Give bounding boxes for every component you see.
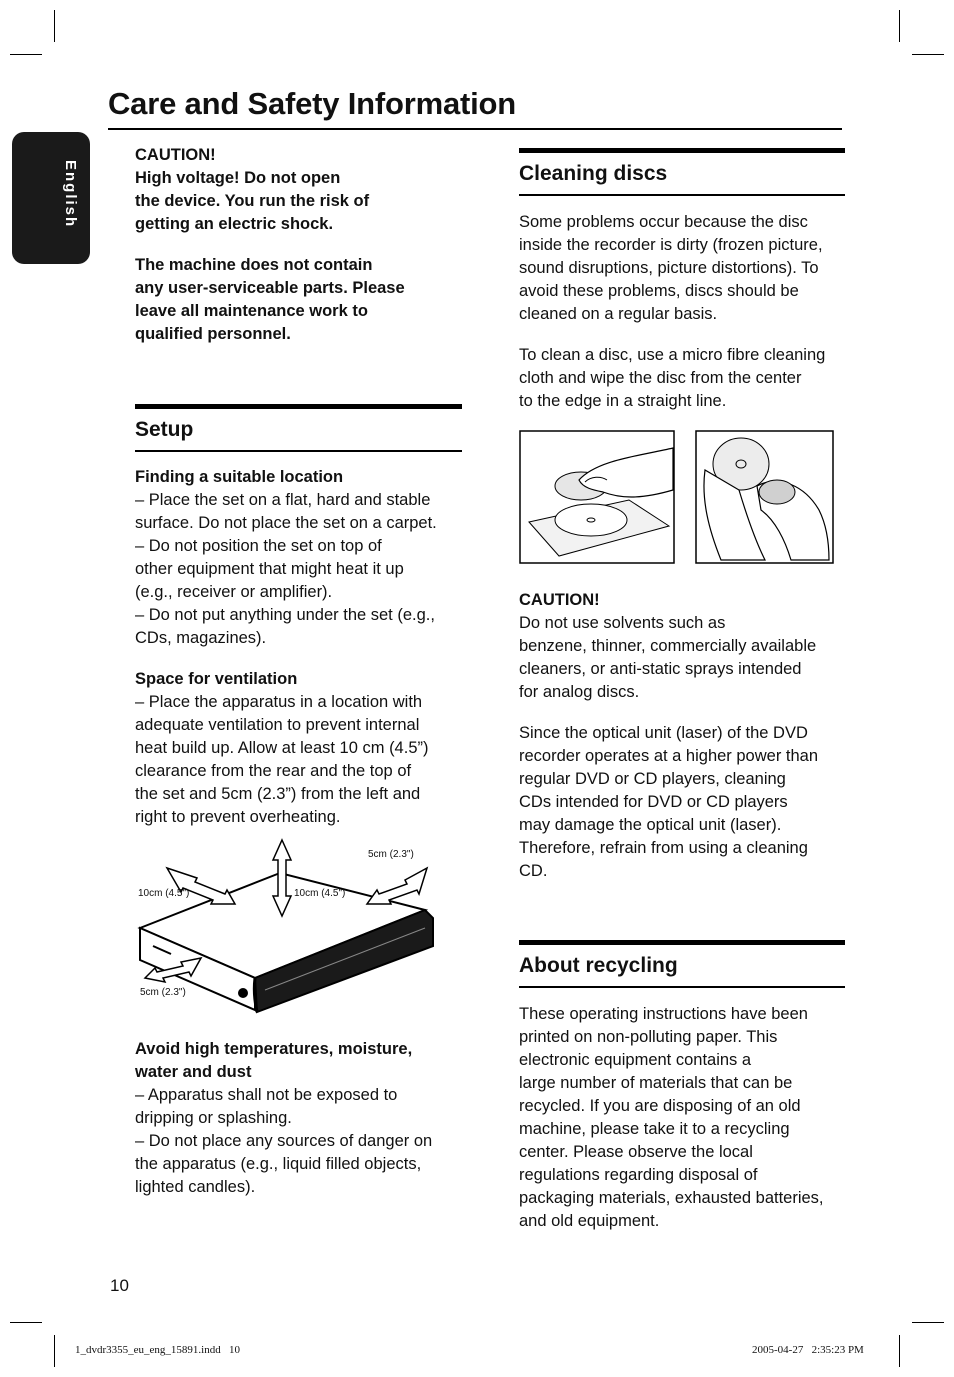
ventilation-heading: Space for ventilation [135,670,298,688]
text-line: CD. [519,862,548,880]
language-tab-label: English [62,160,79,229]
text-line: electronic equipment contains a [519,1051,752,1069]
footer-filename: 1_dvdr3355_eu_eng_15891.indd 10 [75,1344,240,1356]
text-line: dripping or splashing. [135,1109,292,1127]
crop-mark [54,1335,55,1367]
text-line: regular DVD or CD players, cleaning [519,770,786,788]
caution-line: the device. You run the risk of [135,192,370,210]
page-number: 10 [110,1276,129,1295]
caution-heading: CAUTION! [135,146,216,164]
crop-mark [10,54,42,55]
text-line: machine, please take it to a recycling [519,1120,790,1138]
caution-line: High voltage! Do not open [135,169,341,187]
disc-caution-text [519,589,854,883]
figure-label: 5cm (2.3") [368,849,414,860]
text-line: These operating instructions have been [519,1005,808,1023]
disc-wipe-figure [695,430,834,564]
temps-heading: Avoid high temperatures, moisture, [135,1040,413,1058]
text-line: benzene, thinner, commercially available [519,637,817,655]
crop-mark [899,10,900,42]
text-line: – Place the apparatus in a location with [135,693,423,711]
text-line: – Do not put anything under the set (e.g., [135,606,435,624]
text-line: Since the optical unit (laser) of the DVD [519,724,808,742]
figure-label: 10cm (4.5") [294,888,346,899]
text-line: regulations regarding disposal of [519,1166,758,1184]
setup-section-header [135,404,462,452]
text-line: right to prevent overheating. [135,808,341,826]
text-line: Do not use solvents such as [519,614,726,632]
crop-mark [912,54,944,55]
location-heading: Finding a suitable location [135,468,344,486]
caution-line: any user-serviceable parts. Please [135,279,405,297]
cleaning-text [519,211,854,413]
crop-mark [54,10,55,42]
text-line: sound disruptions, picture distortions). To [519,259,819,277]
text-line: – Do not position the set on top of [135,537,382,555]
text-line: – Place the set on a flat, hard and stable [135,491,431,509]
footer-timestamp: 2005-04-27 2:35:23 PM [752,1344,864,1356]
text-line: recycled. If you are disposing of an old [519,1097,801,1115]
recycling-section-header [519,940,845,988]
text-line: cleaners, or anti-static sprays intended [519,660,802,678]
text-line: (e.g., receiver or amplifier). [135,583,333,601]
text-line: may damage the optical unit (laser). [519,816,782,834]
crop-mark [10,1322,42,1323]
recycling-text [519,1003,854,1233]
text-line: cloth and wipe the disc from the center [519,369,802,387]
temps-heading: water and dust [135,1063,252,1081]
cleaning-section-header [519,148,845,196]
crop-mark [899,1335,900,1367]
text-line: CDs, magazines). [135,629,267,647]
text-line: – Do not place any sources of danger on [135,1132,433,1150]
text-line: center. Please observe the local [519,1143,753,1161]
caution-line: getting an electric shock. [135,215,334,233]
caution-line: leave all maintenance work to [135,302,368,320]
text-line: Some problems occur because the disc [519,213,808,231]
text-line: other equipment that might heat it up [135,560,404,578]
text-line: packaging materials, exhausted batteries, [519,1189,824,1207]
text-line: and old equipment. [519,1212,660,1230]
temps-text [135,1038,470,1199]
text-line: large number of materials that can be [519,1074,793,1092]
recycling-heading: About recycling [519,954,678,977]
caution-block [135,144,465,346]
text-line: avoid these problems, discs should be [519,282,799,300]
setup-heading: Setup [135,418,194,441]
text-line: clearance from the rear and the top of [135,762,412,780]
text-line: recorder operates at a higher power than [519,747,819,765]
text-line: adequate ventilation to prevent internal [135,716,420,734]
text-line: – Apparatus shall not be exposed to [135,1086,398,1104]
crop-mark [912,1322,944,1323]
text-line: to the edge in a straight line. [519,392,727,410]
text-line: the apparatus (e.g., liquid filled objects, [135,1155,422,1173]
page-title: Care and Safety Information [108,86,517,121]
text-line: Therefore, refrain from using a cleaning [519,839,808,857]
text-line: To clean a disc, use a micro fibre cleaning [519,346,826,364]
text-line: lighted candles). [135,1178,256,1196]
cleaning-heading: Cleaning discs [519,162,668,185]
text-line: printed on non-polluting paper. This [519,1028,778,1046]
disc-caution-heading: CAUTION! [519,591,600,609]
caution-line: The machine does not contain [135,256,373,274]
text-line: cleaned on a regular basis. [519,305,718,323]
setup-text [135,466,470,829]
figure-label: 5cm (2.3") [140,987,186,998]
text-line: CDs intended for DVD or CD players [519,793,788,811]
text-line: heat build up. Allow at least 10 cm (4.5”) [135,739,429,757]
text-line: surface. Do not place the set on a carpet. [135,514,437,532]
caution-line: qualified personnel. [135,325,291,343]
text-line: inside the recorder is dirty (frozen picture, [519,236,823,254]
text-line: for analog discs. [519,683,640,701]
disc-tray-figure [519,430,675,564]
title-rule [108,128,842,130]
figure-label: 10cm (4.5") [138,888,190,899]
text-line: the set and 5cm (2.3”) from the left and [135,785,421,803]
